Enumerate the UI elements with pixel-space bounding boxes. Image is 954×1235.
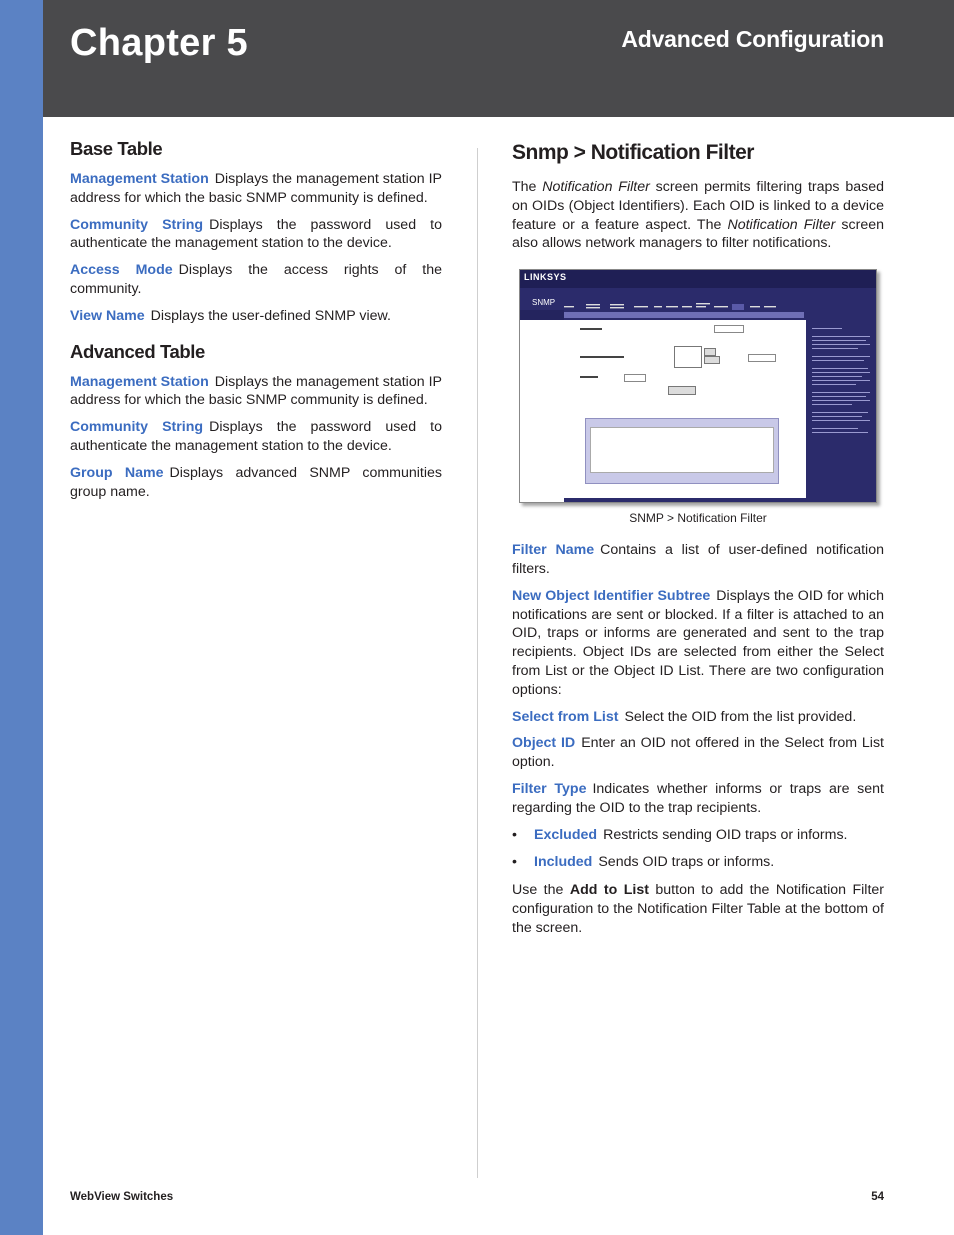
screenshot-tab-row	[564, 312, 804, 318]
definition-term: Filter Type	[512, 780, 587, 797]
definition-term: New Object Identifier Subtree	[512, 587, 711, 604]
definition-term: Filter Name	[512, 542, 595, 559]
filter-type-select	[624, 374, 646, 382]
filter-type-options	[512, 826, 884, 873]
definition-item	[70, 216, 442, 254]
bullet-text: Restricts sending OID traps or informs.	[603, 826, 848, 843]
definition-text: Displays the management station IP address for which the basic SNMP community is defined.	[70, 171, 442, 206]
bullet-text: Sends OID traps or informs.	[598, 854, 775, 871]
definition-item	[70, 170, 442, 208]
definition-item	[70, 261, 442, 299]
oid-subtree-label	[580, 356, 624, 358]
bullet-term: Excluded	[534, 826, 598, 843]
definition-text: Displays the password used to authenticate the management station to the device.	[70, 216, 442, 252]
figure-caption: SNMP > Notification Filter	[629, 511, 767, 526]
bullet-term: Included	[534, 854, 593, 871]
definition-text: Indicates whether informs or traps are sent regarding the OID to the trap recipients.	[512, 780, 885, 816]
screenshot-bottom-bar	[564, 498, 806, 503]
closing-paragraph	[512, 881, 884, 937]
chapter-title: Chapter 5	[70, 22, 248, 64]
up-button	[704, 348, 716, 356]
linksys-logo: LINKSYS	[524, 272, 567, 283]
definition-item	[512, 780, 884, 818]
screenshot-help-pane	[808, 320, 877, 503]
closing-strong: Add to List	[569, 882, 649, 899]
bullet-icon: •	[512, 854, 517, 871]
intro-emphasis: Notification Filter	[542, 179, 650, 195]
definition-term: Community String	[70, 419, 204, 436]
screenshot-left-pane	[520, 320, 565, 503]
filter-name-label	[580, 328, 602, 330]
section-title: Advanced Configuration	[621, 26, 884, 52]
down-button	[704, 356, 720, 364]
left-column	[70, 136, 442, 509]
filter-type-label	[580, 376, 598, 378]
definition-text: Displays the access rights of the community.	[70, 262, 443, 297]
definition-text: Contains a list of user-defined notification filters.	[512, 542, 884, 577]
screenshot-filter-table-body	[590, 427, 774, 473]
oid-select-list	[674, 346, 702, 368]
screenshot-section-label: SNMP	[532, 298, 556, 308]
definition-text: Displays the OID for which notifications are sent or blocked. If a filter is attached to an OID, traps or informs are generated and sent to the trap recipients. Object IDs are selected from either the Select from List or the Object ID List. There are two configuration options:	[512, 587, 884, 698]
definition-text: Enter an OID not offered in the Select from List option.	[512, 735, 884, 771]
definition-item	[70, 307, 442, 326]
notification-filter-screenshot	[519, 269, 877, 503]
bullet-icon: •	[512, 826, 517, 843]
intro-paragraph	[512, 178, 884, 253]
definition-term: Management Station	[70, 373, 209, 390]
screenshot-nav-icons	[564, 298, 806, 310]
definition-text: Displays the user-defined SNMP view.	[150, 307, 391, 324]
definition-text: Displays the management station IP address for which the basic SNMP community is defined.	[70, 373, 442, 409]
definition-term: Access Mode	[70, 262, 173, 279]
definition-term: Select from List	[512, 708, 619, 725]
bullet-item	[512, 853, 884, 872]
footer-product: WebView Switches	[70, 1191, 174, 1203]
definition-item	[512, 708, 884, 727]
add-to-list-button	[668, 386, 696, 395]
definition-term: View Name	[70, 307, 145, 324]
definition-item	[70, 373, 442, 411]
definition-item	[70, 464, 442, 502]
closing-text: Use the	[512, 882, 570, 899]
definition-item	[512, 541, 884, 579]
definition-item	[70, 418, 442, 456]
base-table-heading: Base Table	[70, 138, 163, 159]
definition-term: Community String	[70, 216, 204, 233]
definition-term: Management Station	[70, 171, 209, 187]
definition-term: Object ID	[512, 735, 576, 752]
column-divider	[477, 148, 478, 1178]
intro-text: screen permits filtering traps based on OIDs (Object Identifiers). Each OID is linked to a device feature or a feature aspect. The	[512, 179, 884, 233]
closing-text: button to add the Notification Filter configuration to the Notification Filter Table at the bottom of the screen.	[512, 882, 885, 936]
object-id-input	[748, 354, 776, 362]
side-accent-bar	[0, 0, 43, 1235]
screenshot-filter-table	[585, 418, 779, 484]
screenshot-content-area	[564, 320, 806, 503]
definition-text: Displays the password used to authenticate the management station to the device.	[70, 419, 442, 454]
intro-text: The	[512, 179, 543, 195]
screenshot-figure	[519, 269, 877, 525]
definition-text: Select the OID from the list provided.	[624, 708, 857, 725]
right-column	[512, 136, 884, 946]
definition-item	[512, 587, 884, 700]
screenshot-left-strip	[520, 310, 564, 320]
section-heading: Snmp > Notification Filter	[512, 141, 754, 164]
page-number: 54	[871, 1191, 884, 1203]
advanced-table-heading: Advanced Table	[70, 340, 205, 362]
definition-term: Group Name	[70, 464, 164, 481]
screenshot-topbar	[520, 270, 876, 288]
definition-text: Displays advanced SNMP communities group name.	[70, 464, 442, 500]
filter-name-input	[714, 325, 744, 333]
intro-emphasis: Notification Filter	[727, 216, 836, 233]
definition-item	[512, 734, 884, 772]
bullet-item	[512, 826, 884, 845]
intro-text: screen also allows network managers to filter notifications.	[512, 216, 884, 252]
